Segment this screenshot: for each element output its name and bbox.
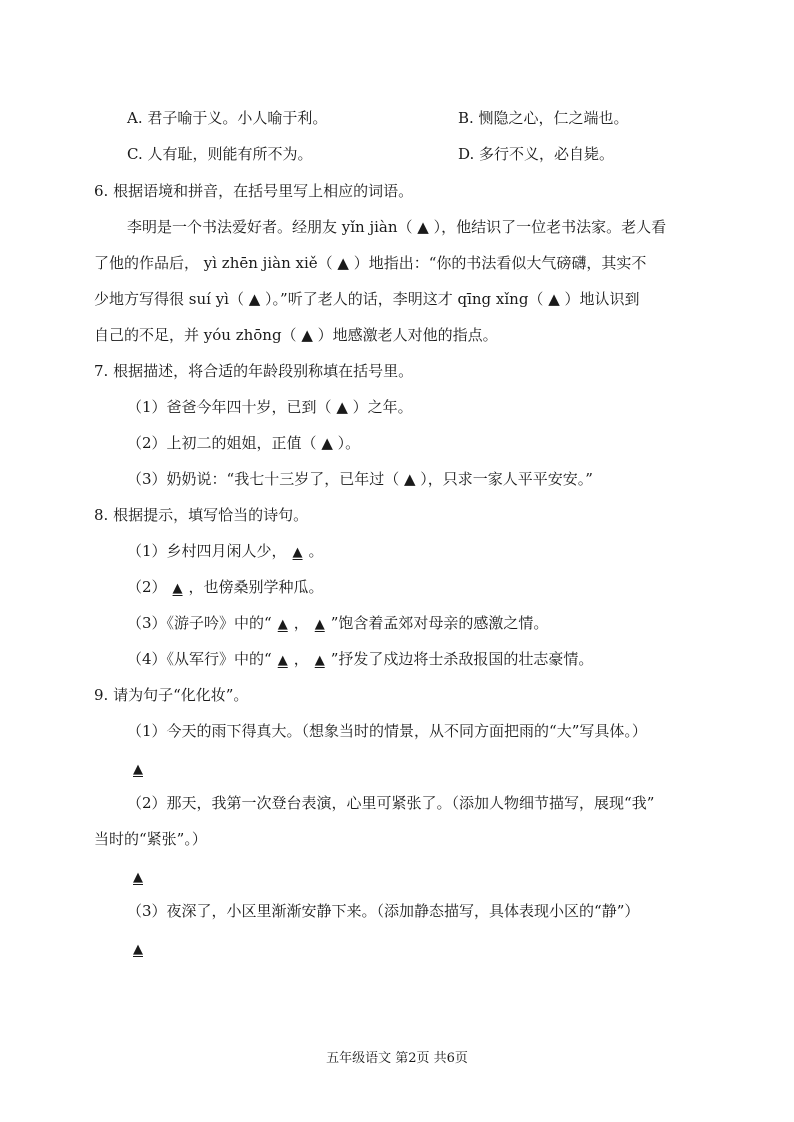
q6-line-3: 少地方写得很 suí yì（ ▲ ）。”听了老人的话，李明这才 qīng xǐng（ ▲ ）地认识到 <box>94 290 640 308</box>
q9-answer-3 <box>127 937 149 961</box>
q8-sub-4-text: （4）《从军行》中的“ <box>127 650 272 668</box>
q9-sub-2: （2）那天，我第一次登台表演，心里可紧张了。（添加人物细节描写，展现“我” <box>127 794 655 812</box>
answer-blank: ▲ <box>277 617 288 632</box>
q8-title: 8. 根据提示，填写恰当的诗句。 <box>94 506 309 524</box>
page-footer: 五年级语文 第2页 共6页 <box>326 1051 468 1066</box>
q5-option-a: A. 君子喻于义。小人喻于利。 <box>127 109 328 127</box>
q8-sub-4 <box>127 648 593 672</box>
q7-title: 7. 根据描述，将合适的年龄段别称填在括号里。 <box>94 362 414 380</box>
q7-sub-2: （2）上初二的姐姐，正值（ ▲ ）。 <box>127 434 361 452</box>
answer-blank: ▲ <box>133 762 143 777</box>
answer-blank: ▲ <box>133 942 143 957</box>
q8-sub-1 <box>127 540 324 564</box>
q6-title: 6. 根据语境和拼音，在括号里写上相应的词语。 <box>94 182 414 200</box>
q6-line-2: 了他的作品后， yì zhēn jiàn xiě（ ▲ ）地指出：“你的书法看似大气磅礴，其实不 <box>94 254 647 272</box>
q5-option-d: D. 多行不义，必自毙。 <box>458 145 615 163</box>
q8-sub-1-text: （1）乡村四月闲人少， <box>127 542 287 560</box>
q6-line-4: 自己的不足，并 yóu zhōng（ ▲ ）地感激老人对他的指点。 <box>94 326 498 344</box>
q8-sub-2-number: （2） <box>127 578 167 596</box>
q9-sub-1: （1）今天的雨下得真大。（想象当时的情景，从不同方面把雨的“大”写具体。） <box>127 722 647 740</box>
q9-sub-2-cont: 当时的“紧张”。） <box>94 830 207 848</box>
q8-sub-3-end: ”饱含着孟郊对母亲的感激之情。 <box>330 614 549 632</box>
q5-option-b: B. 恻隐之心，仁之端也。 <box>458 109 629 127</box>
q8-sub-1-end: 。 <box>308 542 324 560</box>
answer-blank: ▲ <box>314 617 325 632</box>
q8-sub-2-text: ，也傍桑别学种瓜。 <box>188 578 324 596</box>
q9-sub-3: （3）夜深了，小区里渐渐安静下来。（添加静态描写，具体表现小区的“静”） <box>127 902 640 920</box>
q8-sub-3-comma: ， <box>293 614 309 632</box>
q9-title: 9. 请为句子“化化妆”。 <box>94 686 249 704</box>
answer-blank: ▲ <box>292 545 303 560</box>
q6-line-1: 李明是一个书法爱好者。经朋友 yǐn jiàn（ ▲ ），他结识了一位老书法家。老人看 <box>127 218 667 236</box>
answer-blank: ▲ <box>314 653 325 668</box>
answer-blank: ▲ <box>133 870 143 885</box>
q8-sub-4-comma: ， <box>293 650 309 668</box>
q9-answer-1 <box>127 757 149 781</box>
answer-blank: ▲ <box>172 581 183 596</box>
q8-sub-3 <box>127 612 548 636</box>
q7-sub-3: （3）奶奶说：“我七十三岁了，已年过（ ▲ ），只求一家人平平安安。” <box>127 470 593 488</box>
q9-answer-2 <box>127 865 149 889</box>
q7-sub-1: （1）爸爸今年四十岁，已到（ ▲ ）之年。 <box>127 398 413 416</box>
q8-sub-2 <box>127 576 324 600</box>
q8-sub-3-text: （3）《游子吟》中的“ <box>127 614 272 632</box>
q8-sub-4-end: ”抒发了戍边将士杀敌报国的壮志豪情。 <box>330 650 594 668</box>
q5-option-c: C. 人有耻，则能有所不为。 <box>127 145 313 163</box>
answer-blank: ▲ <box>277 653 288 668</box>
